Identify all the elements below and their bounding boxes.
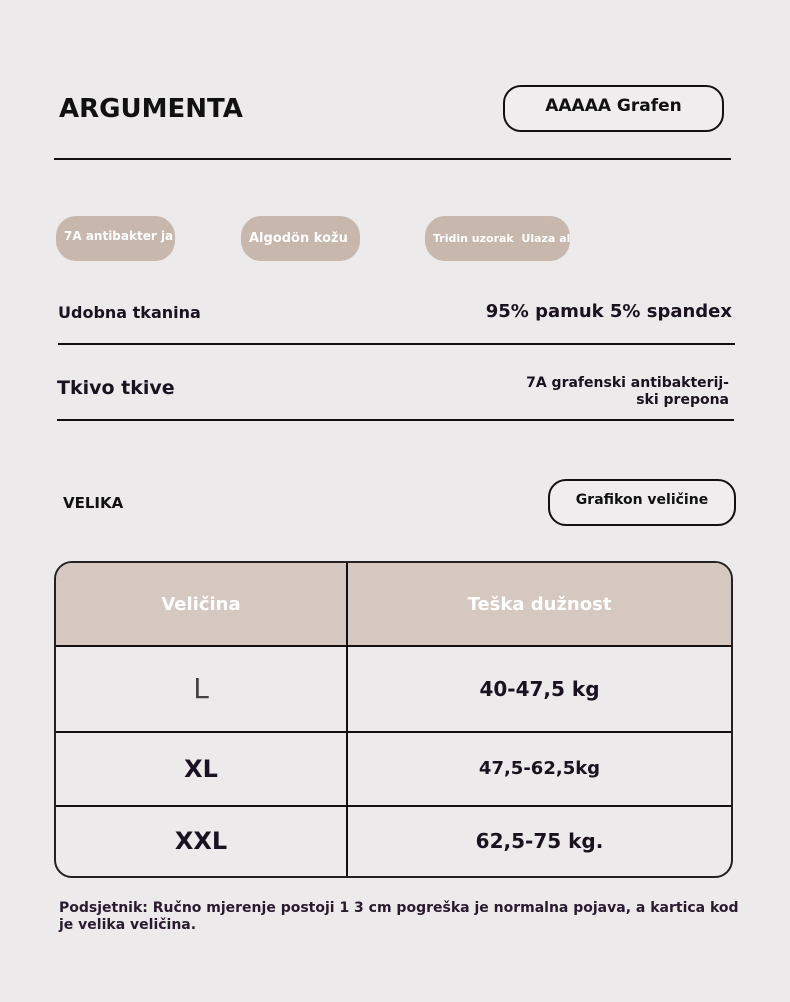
tag-pattern: Tridin uzorak Ulaza al <box>425 216 570 261</box>
spec-label-tissue: Tkivo tkive <box>57 377 175 399</box>
tag-antibacterial: 7A antibakter ja <box>56 216 175 261</box>
grafen-badge: AAAAA Grafen <box>503 85 724 132</box>
reminder-note: Podsjetnik: Ručno mjerenje postoji 1 3 cm pogreška je normalna pojava, a kartica kod je velika veličina. <box>59 900 739 933</box>
spec-value-fabric: 95% pamuk 5% spandex <box>485 301 732 322</box>
spec-value-line: 7A grafenski antibakterij- <box>526 375 729 391</box>
table-row <box>56 807 731 876</box>
spec-value-tissue <box>526 375 729 409</box>
header-weight: Teška dužnost <box>348 563 731 647</box>
weight-cell: 62,5-75 kg. <box>475 829 604 854</box>
page-title: ARGUMENTA <box>59 94 243 124</box>
spec-label-fabric: Udobna tkanina <box>58 303 201 322</box>
weight-cell: 40-47,5 kg <box>348 647 731 733</box>
size-table <box>54 561 733 878</box>
divider <box>54 158 731 160</box>
weight-cell: 47,5-62,5kg <box>348 733 731 807</box>
size-cell: XXL <box>56 807 348 876</box>
size-chart-button[interactable]: Grafikon veličine <box>548 479 736 526</box>
header-size: Veličina <box>56 563 348 647</box>
table-row <box>56 733 731 807</box>
size-label: VELIKA <box>63 494 124 512</box>
table-row <box>56 647 731 733</box>
size-cell: L <box>56 647 348 733</box>
tag-cotton: Algodön kožu <box>241 216 360 261</box>
size-cell: XL <box>56 733 348 807</box>
divider <box>57 419 734 421</box>
spec-value-line: ski prepona <box>636 392 729 408</box>
divider <box>58 343 735 345</box>
